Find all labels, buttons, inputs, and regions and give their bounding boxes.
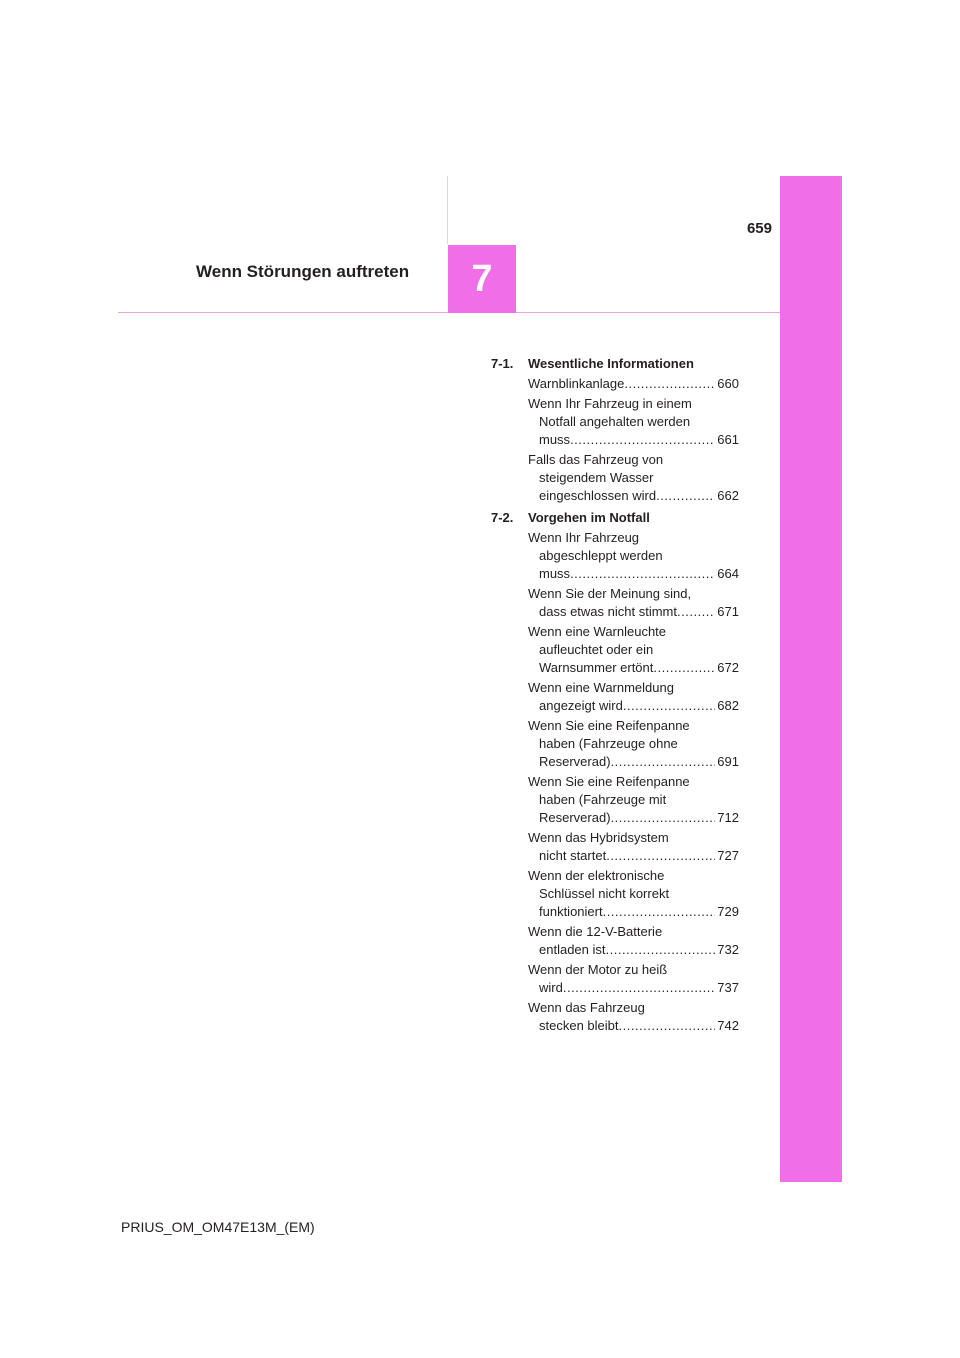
- toc-entry-line: Wenn Ihr Fahrzeug in einem: [528, 396, 692, 411]
- toc-entry-last-line: [528, 697, 739, 715]
- dot-leader: [677, 603, 715, 621]
- toc-entry-line: Wenn der Motor zu heiß: [528, 962, 668, 977]
- toc-entry-text: muss: [539, 566, 571, 581]
- toc-entry-text: entladen ist: [539, 942, 606, 957]
- toc-entry-last-line: [528, 431, 739, 449]
- toc-page-number: 661: [717, 432, 739, 447]
- toc-entry-last-line: [528, 903, 739, 921]
- chapter-tab-bar: [780, 176, 842, 1182]
- toc-entry-text: stecken bleibt: [539, 1018, 619, 1033]
- toc-entry[interactable]: [491, 829, 739, 865]
- toc-entry[interactable]: [491, 623, 739, 677]
- toc-page-number: 660: [717, 376, 739, 391]
- dot-leader: [606, 847, 715, 865]
- toc-entry-last-line: [528, 659, 739, 677]
- chapter-number-box: [448, 245, 516, 313]
- toc-entry[interactable]: [491, 395, 739, 449]
- toc-entry-text: Warnblinkanlage: [528, 376, 625, 391]
- toc-entry-text: eingeschlossen wird: [539, 488, 657, 503]
- table-of-contents: [491, 355, 739, 1039]
- toc-entry-line: Wenn das Hybridsystem: [528, 830, 669, 845]
- toc-entry-line: steigendem Wasser: [539, 470, 654, 485]
- toc-entry-last-line: [528, 753, 739, 771]
- toc-entry-line: Falls das Fahrzeug von: [528, 452, 664, 467]
- toc-entry-text: wird: [539, 980, 563, 995]
- toc-entry-line: Wenn eine Warnmeldung: [528, 680, 674, 695]
- toc-entry-line: Schlüssel nicht korrekt: [539, 886, 670, 901]
- toc-entry-text: muss: [539, 432, 571, 447]
- dot-leader: [611, 809, 716, 827]
- dot-leader: [611, 753, 716, 771]
- toc-entry-text: Warnsummer ertönt: [539, 660, 654, 675]
- toc-entry-line: Wenn Sie der Meinung sind,: [528, 586, 692, 601]
- toc-entry-line: Wenn der elektronische: [528, 868, 665, 883]
- toc-entry-text: dass etwas nicht stimmt: [539, 604, 677, 619]
- toc-page-number: 712: [717, 810, 739, 825]
- dot-leader: [603, 903, 716, 921]
- toc-page-number: 727: [717, 848, 739, 863]
- toc-entry-text: Reserverad): [539, 754, 611, 769]
- toc-entry[interactable]: [491, 679, 739, 715]
- dot-leader: [623, 697, 715, 715]
- toc-entry-last-line: [528, 565, 739, 583]
- toc-page-number: 662: [717, 488, 739, 503]
- toc-page-number: 664: [717, 566, 739, 581]
- toc-page-number: 737: [717, 980, 739, 995]
- toc-entry-line: Wenn Sie eine Reifenpanne: [528, 718, 690, 733]
- toc-page-number: 682: [717, 698, 739, 713]
- page-number: 659: [746, 220, 772, 237]
- toc-entry-line: abgeschleppt werden: [539, 548, 663, 563]
- toc-entry-line: haben (Fahrzeuge ohne: [539, 736, 678, 751]
- section-number: 7-2.: [491, 510, 514, 525]
- toc-section-heading: [491, 509, 739, 527]
- toc-page-number: 732: [717, 942, 739, 957]
- toc-entry-line: Wenn Ihr Fahrzeug: [528, 530, 640, 545]
- toc-entry-line: Wenn das Fahrzeug: [528, 1000, 645, 1015]
- dot-leader: [656, 487, 715, 505]
- toc-page-number: 671: [717, 604, 739, 619]
- toc-page-number: 672: [717, 660, 739, 675]
- section-title: Vorgehen im Notfall: [528, 510, 650, 525]
- toc-entry[interactable]: [491, 773, 739, 827]
- dot-leader: [653, 659, 715, 677]
- dot-leader: [570, 565, 715, 583]
- toc-page-number: 729: [717, 904, 739, 919]
- toc-entry-last-line: [528, 979, 739, 997]
- toc-entry[interactable]: [491, 923, 739, 959]
- toc-entry-line: haben (Fahrzeuge mit: [539, 792, 667, 807]
- toc-entry-last-line: [528, 487, 739, 505]
- toc-entry[interactable]: [491, 717, 739, 771]
- section-title: Wesentliche Informationen: [528, 356, 694, 371]
- dot-leader: [619, 1017, 716, 1035]
- dot-leader: [606, 941, 716, 959]
- chapter-title: Wenn Störungen auftreten: [196, 262, 410, 281]
- toc-entry-line: Notfall angehalten werden: [539, 414, 691, 429]
- toc-entry-last-line: [528, 603, 739, 621]
- toc-entry-last-line: [528, 1017, 739, 1035]
- dot-leader: [624, 375, 715, 393]
- toc-entry-text: nicht startet: [539, 848, 607, 863]
- toc-entry-text: funktioniert: [539, 904, 603, 919]
- toc-entry-line: Wenn Sie eine Reifenpanne: [528, 774, 690, 789]
- toc-entry-text: angezeigt wird: [539, 698, 623, 713]
- toc-entry-last-line: [528, 941, 739, 959]
- toc-page-number: 691: [717, 754, 739, 769]
- toc-entry[interactable]: [491, 999, 739, 1035]
- dot-leader: [570, 431, 715, 449]
- toc-section-heading: [491, 355, 739, 373]
- toc-entry[interactable]: [491, 961, 739, 997]
- toc-entry[interactable]: [491, 867, 739, 921]
- toc-entry-text: Reserverad): [539, 810, 611, 825]
- section-number: 7-1.: [491, 356, 514, 371]
- toc-entry[interactable]: [491, 375, 739, 393]
- toc-entry[interactable]: [491, 451, 739, 505]
- toc-entry-last-line: [528, 847, 739, 865]
- toc-entry[interactable]: [491, 529, 739, 583]
- chapter-number: 7: [471, 258, 493, 300]
- toc-entry[interactable]: [491, 585, 739, 621]
- toc-entry-line: Wenn die 12-V-Batterie: [528, 924, 663, 939]
- header-divider-vertical: [447, 176, 448, 244]
- toc-entry-last-line: [528, 375, 739, 393]
- toc-entry-line: aufleuchtet oder ein: [539, 642, 654, 657]
- document-code: PRIUS_OM_OM47E13M_(EM): [121, 1219, 315, 1235]
- toc-entry-line: Wenn eine Warnleuchte: [528, 624, 667, 639]
- toc-entry-last-line: [528, 809, 739, 827]
- dot-leader: [563, 979, 715, 997]
- toc-page-number: 742: [717, 1018, 739, 1033]
